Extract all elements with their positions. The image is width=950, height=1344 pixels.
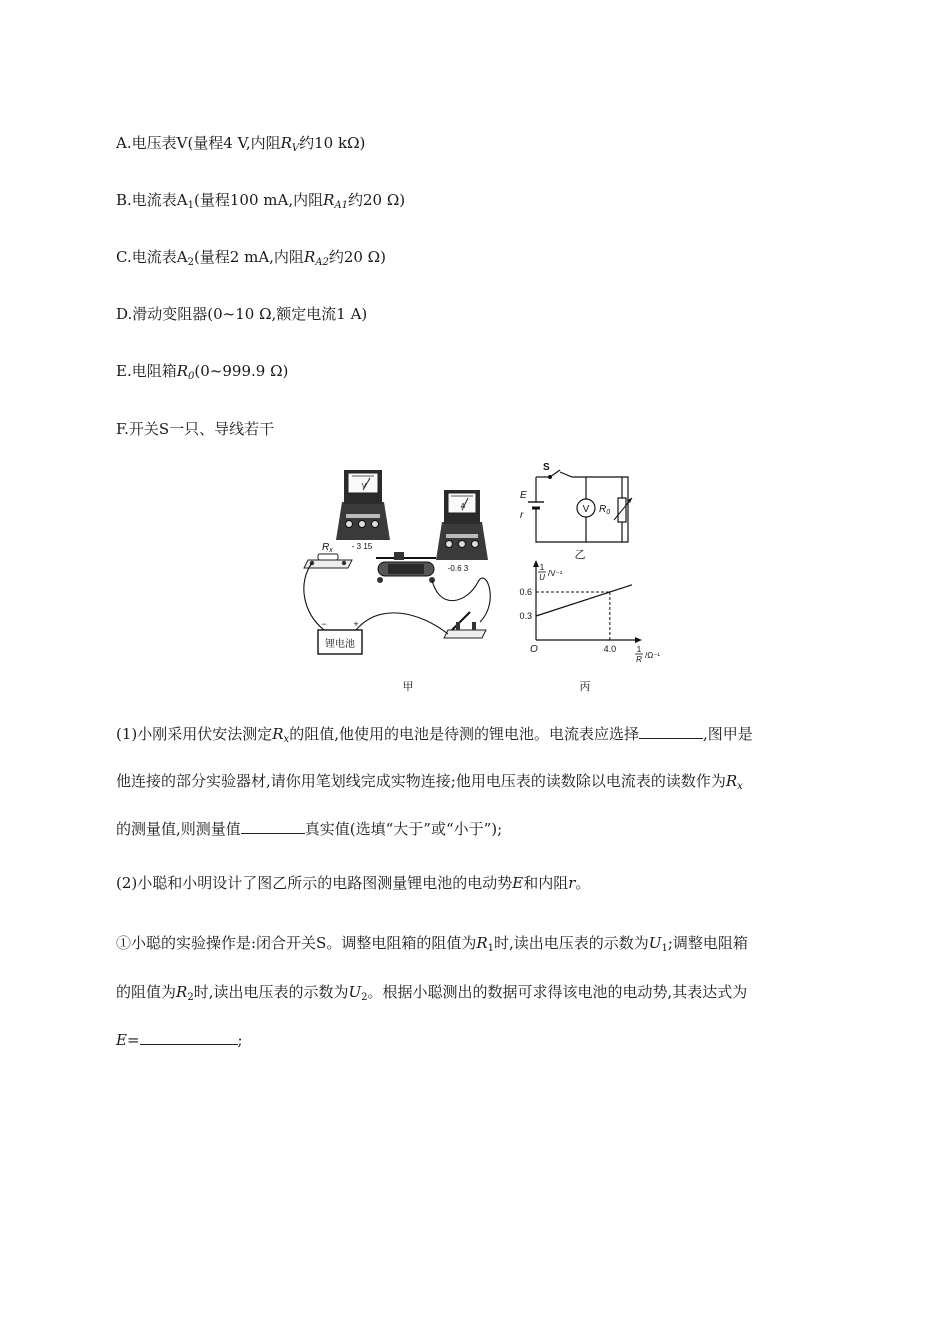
answer-blank-compare[interactable]	[241, 819, 305, 834]
x-tick-label-0: 4.0	[603, 644, 617, 654]
x-axis-den: R	[636, 655, 642, 664]
box-label: $R_0$	[599, 504, 611, 516]
x-axis-num: 1	[636, 645, 642, 654]
answer-blank-emf[interactable]	[140, 1030, 238, 1045]
option-b: B.电流表$A_1$(量程100 mA,内阻$R_{A1}$约20 Ω)	[116, 191, 406, 211]
series-line	[536, 585, 632, 616]
ammeter-drawing	[436, 490, 488, 560]
figure-jia	[304, 470, 490, 693]
q2-line: (2)小聪和小明设计了图乙所示的电路图测量锂电池的电动势E和内阻r。	[116, 874, 591, 892]
caption-bing: 丙	[579, 681, 591, 693]
q1-line3: 的测量值,则测量值 真实值(选填“大于”或“小于”);	[116, 820, 503, 838]
y-axis-num: 1	[539, 563, 545, 572]
y-axis-arrow	[533, 560, 539, 567]
battery-plus: +	[353, 619, 359, 629]
figure-yi	[520, 462, 632, 561]
switch-label: S	[543, 462, 550, 473]
y-axis-unit: /V⁻¹	[548, 569, 563, 578]
rheostat-drawing	[376, 552, 436, 583]
experiment-figure	[290, 462, 670, 697]
battery-minus: −	[321, 619, 327, 629]
y-tick-label-1: 0.6	[519, 587, 532, 597]
q1-line2: 他连接的部分实验器材,请你用笔划线完成实物连接;他用电压表的读数除以电流表的读数作为$R_x$	[116, 772, 743, 792]
option-d: D.滑动变阻器(0~10 Ω,额定电流1 A)	[116, 305, 368, 323]
x-axis-unit: /Ω⁻¹	[645, 651, 661, 660]
resistor-rx	[304, 554, 352, 568]
emf-label: E	[520, 490, 527, 501]
voltmeter-scale: - 3 15	[351, 542, 373, 551]
internal-r-label: r	[520, 510, 524, 521]
y-axis-label	[538, 563, 563, 582]
resistor-label: $R_x$	[322, 542, 333, 554]
voltmeter-label: V	[361, 483, 367, 490]
graph-plot	[519, 560, 642, 654]
battery-label: 锂电池	[325, 639, 355, 650]
figure-bing-graph	[519, 560, 660, 693]
option-c: C.电流表$A_2$(量程2 mA,内阻$R_{A2}$约20 Ω)	[116, 248, 386, 268]
q2-1-line3: E= ;	[116, 1031, 243, 1049]
y-axis-den: U	[539, 573, 545, 582]
caption-jia: 甲	[402, 681, 414, 693]
answer-blank-ammeter[interactable]	[639, 724, 703, 739]
y-tick-label-0: 0.3	[519, 611, 532, 621]
x-axis-arrow	[635, 637, 642, 643]
switch-drawing	[444, 612, 486, 638]
ammeter-label: A	[460, 503, 466, 510]
ammeter-scale: -0.6 3	[447, 564, 469, 573]
option-e: E.电阻箱$R_0(0\sim 999.9$ Ω)	[116, 362, 289, 382]
x-axis-label	[635, 645, 660, 664]
q1-line1: (1)小刚采用伏安法测定$R_x$的阻值,他使用的电池是待测的锂电池。电流表应选择 ,图甲是	[116, 725, 753, 745]
option-a: A.电压表V(量程4 V,内阻$R_V$约10 kΩ)	[116, 134, 366, 154]
voltmeter-drawing	[336, 470, 390, 540]
origin-label: O	[530, 644, 538, 655]
circuit-meter-label: V	[582, 504, 590, 515]
q2-1-line2: 的阻值为$R_2$时,读出电压表的示数为$U_2$。根据小聪测出的数据可求得该电池的电动势,其表达式为	[116, 983, 748, 1003]
option-f: F.开关S一只、导线若干	[116, 420, 275, 438]
q2-1-line1: ①小聪的实验操作是:闭合开关S。调整电阻箱的阻值为$R_1$时,读出电压表的示数为$U_1$;调整电阻箱	[116, 934, 748, 954]
caption-yi: 乙	[574, 549, 586, 561]
